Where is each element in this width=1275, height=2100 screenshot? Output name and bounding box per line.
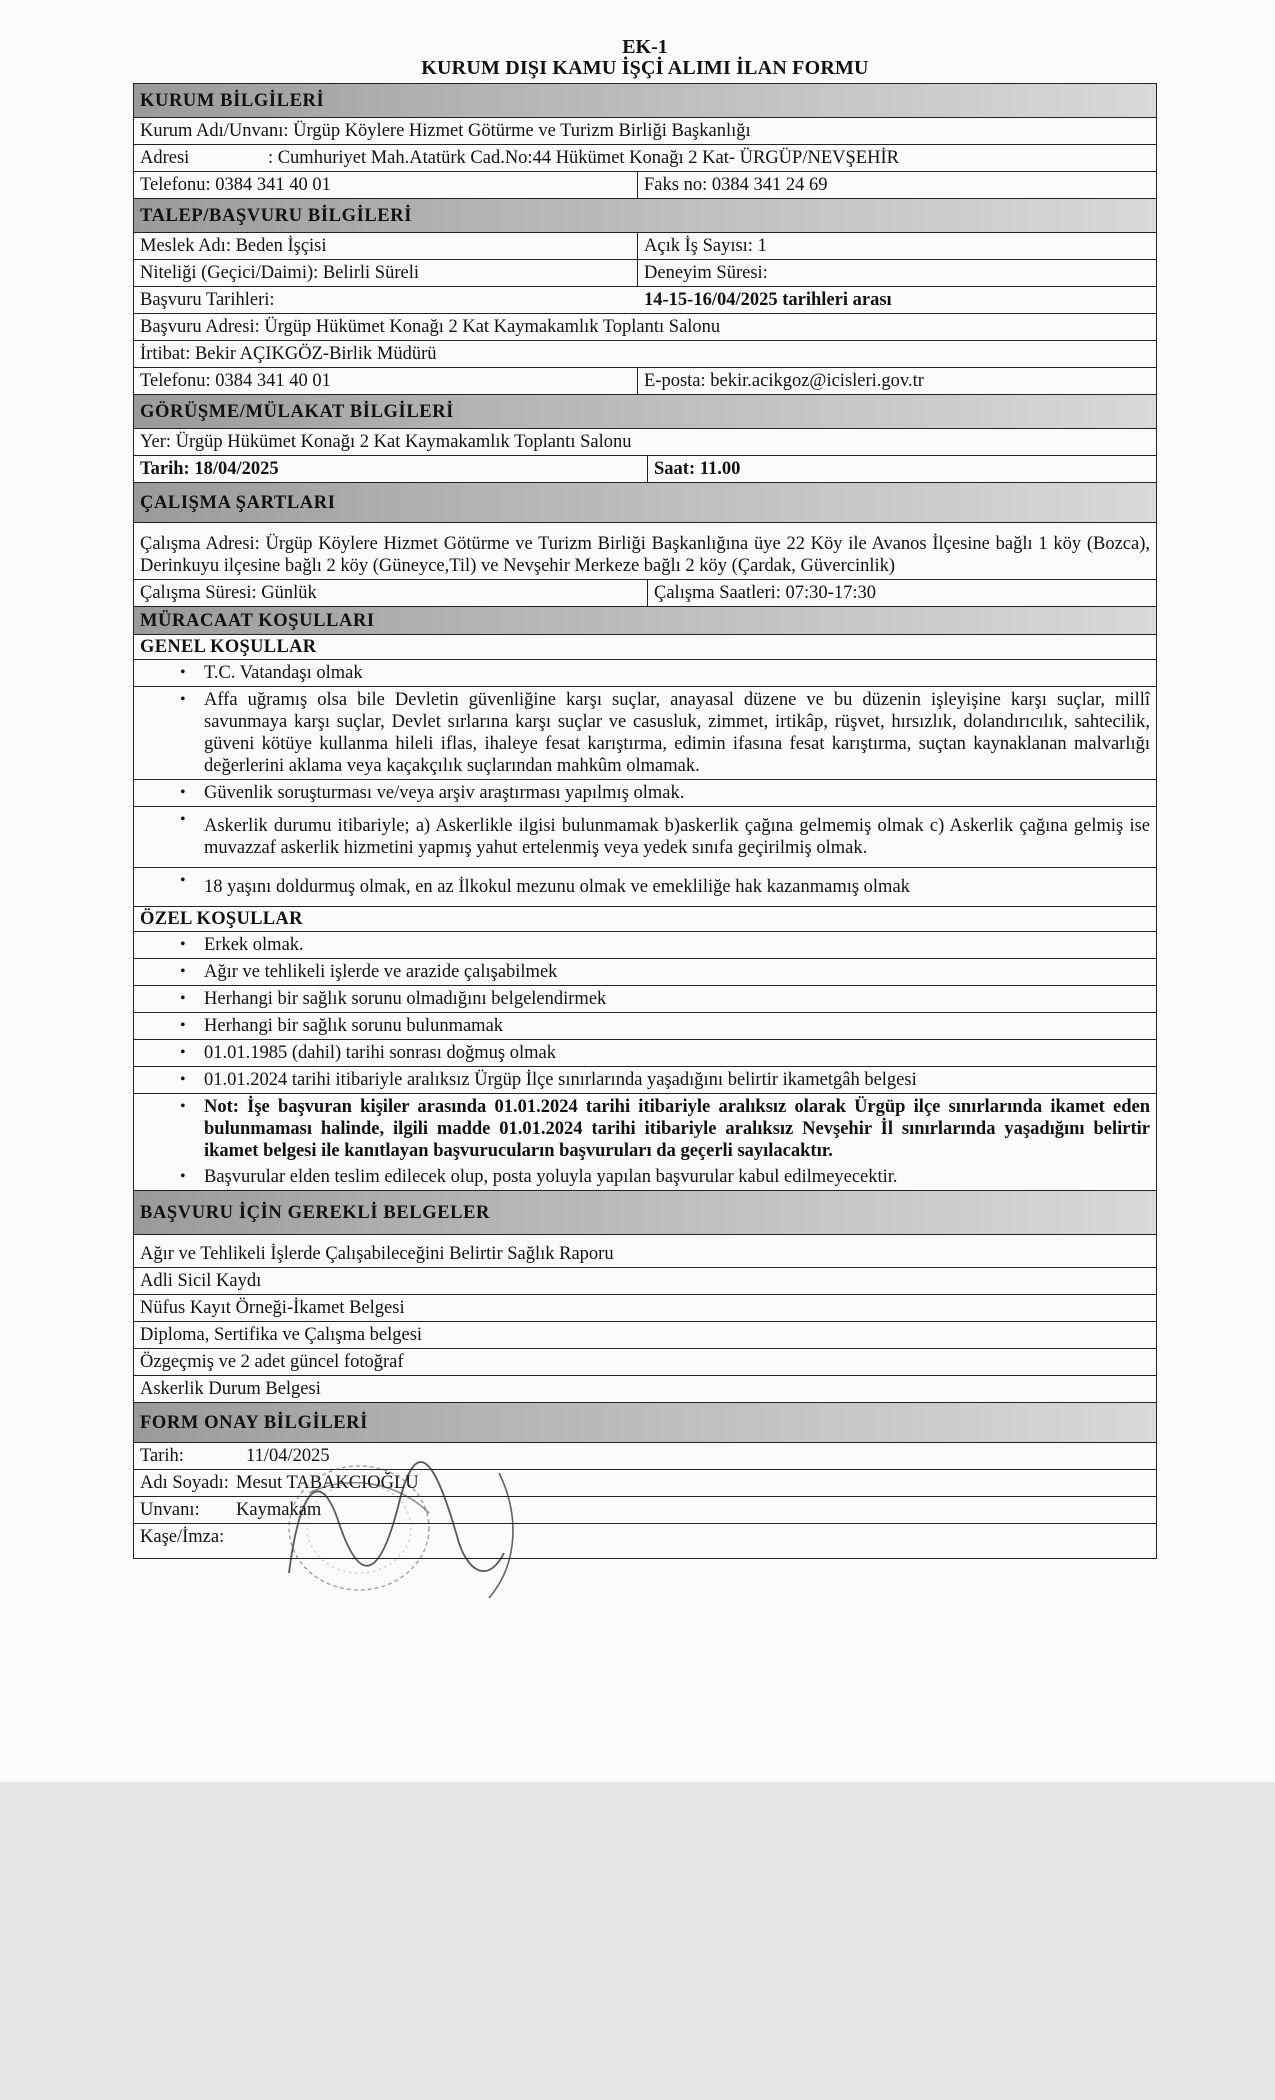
kurum-adi: Kurum Adı/Unvanı: Ürgüp Köylere Hizmet Götürme ve Turizm Birliği Başkanlığı	[134, 118, 1156, 145]
kurum-faks: Faks no: 0384 341 24 69	[644, 175, 828, 195]
basvuru-tarihleri-row	[134, 287, 1156, 314]
section-calisma: ÇALIŞMA ŞARTLARI	[134, 483, 1156, 523]
kurum-telefon: Telefonu: 0384 341 40 01	[134, 172, 638, 198]
ozel-kosul-son: • Başvurular elden teslim edilecek olup, posta yoluyla yapılan başvurular kabul edilmeyecektir.	[134, 1164, 1156, 1191]
onay-adi-row	[134, 1470, 1156, 1497]
genel-kosul-item: • 18 yaşını doldurmuş olmak, en az İlkokul mezunu olmak ve emekliliğe hak kazanmamış olmak	[134, 868, 1156, 907]
section-gorusme: GÖRÜŞME/MÜLAKAT BİLGİLERİ	[134, 395, 1156, 429]
gorusme-yer: Yer: Ürgüp Hükümet Konağı 2 Kat Kaymakamlık Toplantı Salonu	[134, 429, 1156, 456]
onay-tarih-value: 11/04/2025	[246, 1446, 330, 1466]
meslek-adi: Meslek Adı: Beden İşçisi	[134, 233, 638, 259]
ozel-kosul-not-text: Not: İşe başvuran kişiler arasında 01.01.2024 tarihi itibariyle aralıksız olarak Ürgüp ilçe sınırlarında ikamet eden bulunmaması halinde, ilgili madde 01.01.2024 tarihi itibariyle aralıksız Nevşehir İl sınırlarında yaşadığını belirtir ikamet belgesi ile kanıtlayan başvurucuların başvuruları da geçerli sayılacaktır.	[204, 1097, 1150, 1161]
form-document	[133, 37, 1157, 1559]
ozel-kosul-not	[134, 1094, 1156, 1164]
belge-item: Ağır ve Tehlikeli İşlerde Çalışabileceğini Belirtir Sağlık Raporu	[134, 1235, 1156, 1268]
onay-tarih-row	[134, 1443, 1156, 1470]
gorusme-saat: Saat: 11.00	[654, 459, 741, 479]
ozel-kosul-item: • 01.01.2024 tarihi itibariyle aralıksız Ürgüp İlçe sınırlarında yaşadığını belirtir ikametgâh belgesi	[134, 1067, 1156, 1094]
ozel-kosul-item: • Herhangi bir sağlık sorunu olmadığını belgelendirmek	[134, 986, 1156, 1013]
belge-item: Nüfus Kayıt Örneği-İkamet Belgesi	[134, 1295, 1156, 1322]
section-kurum: KURUM BİLGİLERİ	[134, 84, 1156, 118]
calisma-adresi: Çalışma Adresi: Ürgüp Köylere Hizmet Götürme ve Turizm Birliği Başkanlığına üye 22 Köy ile Avanos İlçesine bağlı 1 köy (Bozca), Derinkuyu ilçesine bağlı 2 köy (Güneyce,Til) ve Nevşehir Merkeze bağlı 2 köy (Çardak, Güvercinlik)	[134, 523, 1156, 580]
basvuru-tarihleri-label: Başvuru Tarihleri:	[140, 290, 275, 310]
talep-telefon: Telefonu: 0384 341 40 01	[134, 368, 638, 394]
form-title: KURUM DIŞI KAMU İŞÇİ ALIMI İLAN FORMU	[421, 57, 869, 79]
section-onay: FORM ONAY BİLGİLERİ	[134, 1403, 1156, 1443]
genel-kosul-item: • Güvenlik soruşturması ve/veya arşiv araştırması yapılmış olmak.	[134, 780, 1156, 807]
belge-item: Diploma, Sertifika ve Çalışma belgesi	[134, 1322, 1156, 1349]
calisma-suresi-row	[134, 580, 1156, 607]
ozel-kosul-item: • Erkek olmak.	[134, 932, 1156, 959]
belge-item: Askerlik Durum Belgesi	[134, 1376, 1156, 1403]
form-table	[133, 83, 1157, 1559]
onay-adi-value: Mesut TABAKCIOĞLU	[236, 1473, 419, 1493]
basvuru-adresi: Başvuru Adresi: Ürgüp Hükümet Konağı 2 Kat Kaymakamlık Toplantı Salonu	[134, 314, 1156, 341]
onay-unvan-value: Kaymakam	[236, 1500, 322, 1520]
genel-kosullar-title: GENEL KOŞULLAR	[134, 635, 1156, 660]
kurum-adres: Adresi : Cumhuriyet Mah.Atatürk Cad.No:44 Hükümet Konağı 2 Kat- ÜRGÜP/NEVŞEHİR	[134, 145, 1156, 172]
ozel-kosul-item: • Herhangi bir sağlık sorunu bulunmamak	[134, 1013, 1156, 1040]
gorusme-tarih: Tarih: 18/04/2025	[134, 456, 648, 482]
deneyim-suresi: Deneyim Süresi:	[644, 263, 768, 283]
onay-kase-row	[134, 1524, 1156, 1558]
ozel-kosullar-title: ÖZEL KOŞULLAR	[134, 907, 1156, 932]
talep-eposta: E-posta: bekir.acikgoz@icisleri.gov.tr	[644, 371, 924, 391]
approval-block	[134, 1443, 1156, 1558]
annex-label: EK-1	[622, 36, 668, 58]
section-talep: TALEP/BAŞVURU BİLGİLERİ	[134, 199, 1156, 233]
kurum-contact-row	[134, 172, 1156, 199]
calisma-suresi: Çalışma Süresi: Günlük	[134, 580, 648, 606]
onay-tarih-label: Tarih:	[140, 1446, 184, 1466]
section-belgeler: BAŞVURU İÇİN GEREKLİ BELGELER	[134, 1191, 1156, 1235]
talep-meslek-row	[134, 233, 1156, 260]
ozel-kosul-item: • Ağır ve tehlikeli işlerde ve arazide çalışabilmek	[134, 959, 1156, 986]
belge-item: Adli Sicil Kaydı	[134, 1268, 1156, 1295]
genel-kosul-item: • Askerlik durumu itibariyle; a) Askerlikle ilgisi bulunmamak b)askerlik çağına gelmemiş olmak c) Askerlik çağına gelmiş ise muvazzaf askerlik hizmetini yapmış yahut ertelenmiş veya yedek sınıfa geçirilmiş olmak.	[134, 807, 1156, 868]
section-muracaat: MÜRACAAT KOŞULLARI	[134, 607, 1156, 635]
irtibat: İrtibat: Bekir AÇIKGÖZ-Birlik Müdürü	[134, 341, 1156, 368]
niteligi: Niteliği (Geçici/Daimi): Belirli Süreli	[134, 260, 638, 286]
ozel-kosul-item: • 01.01.1985 (dahil) tarihi sonrası doğmuş olmak	[134, 1040, 1156, 1067]
onay-unvan-label: Unvanı:	[140, 1500, 200, 1520]
talep-contact-row	[134, 368, 1156, 395]
genel-kosul-item: • Affa uğramış olsa bile Devletin güvenliğine karşı suçlar, anayasal düzene ve bu düzenin işleyişine karşı suçlar, millî savunmaya karşı suçlar, Devlet sırlarına karşı suçlar ve casusluk, zimmet, irtikâp, rüşvet, hırsızlık, dolandırıcılık, sahtecilik, güveni kötüye kullanma hileli iflas, ihaleye fesat karıştırma, edimin ifasına fesat karıştırma, suçtan kaynaklanan malvarlığı değerlerini aklama veya kaçakçılık suçlarından mahkûm olmamak.	[134, 687, 1156, 780]
calisma-saatleri: Çalışma Saatleri: 07:30-17:30	[654, 583, 876, 603]
talep-nitelik-row	[134, 260, 1156, 287]
basvuru-tarihleri-value: 14-15-16/04/2025 tarihleri arası	[644, 290, 892, 310]
form-header	[133, 37, 1157, 79]
onay-kase-label: Kaşe/İmza:	[140, 1527, 225, 1547]
genel-kosul-item: • T.C. Vatandaşı olmak	[134, 660, 1156, 687]
gorusme-tarih-row	[134, 456, 1156, 483]
onay-adi-label: Adı Soyadı:	[140, 1473, 229, 1493]
belge-item: Özgeçmiş ve 2 adet güncel fotoğraf	[134, 1349, 1156, 1376]
acik-is-sayisi: Açık İş Sayısı: 1	[644, 236, 767, 256]
onay-unvan-row	[134, 1497, 1156, 1524]
